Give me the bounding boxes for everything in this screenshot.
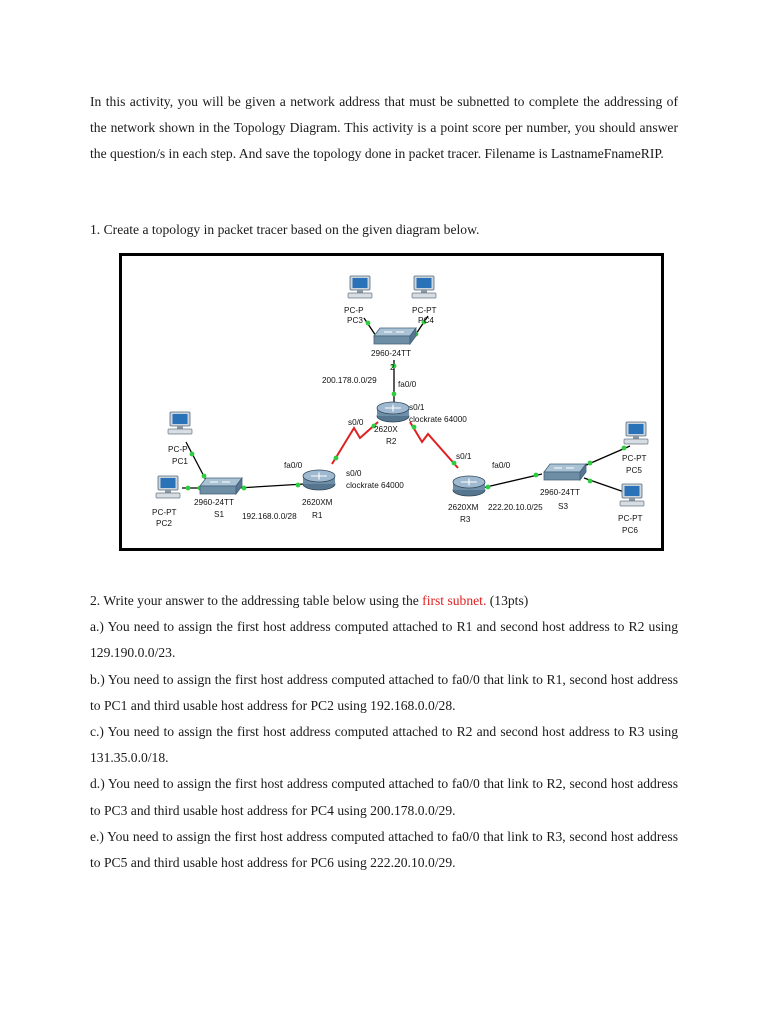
pc4-label: PC4 [418,316,434,325]
serial-link-r2-r3 [410,422,458,468]
switch-top-port-label: 2 [390,363,395,372]
r2-fa-port-label: fa0/0 [398,380,417,389]
net-r3-lan-label: 222.20.10.0/25 [488,503,543,512]
item-b: b.) You need to assign the first host address computed attached to fa0/0 that link to R1, second host address to PC1 and third usable host address for PC2 using 192.168.0.0/28. [90,671,678,713]
r1-router-icon[interactable] [303,470,335,490]
s3-model-label: 2960-24TT [540,488,581,497]
topology-diagram [119,253,664,551]
pc2-label: PC2 [156,519,172,528]
r3-fa-port-label: fa0/0 [492,461,511,470]
pc3-icon[interactable] [348,276,372,298]
pc3-label: PC3 [347,316,363,325]
step-2-suffix: (13pts) [486,593,529,608]
r1-model-label: 2620XM [302,498,333,507]
r2-s0-0-label: s0/0 [348,418,364,427]
net-r1-lan-label: 192.168.0.0/28 [242,512,297,521]
pc6-label: PC6 [622,526,638,535]
step-2-section [90,588,678,876]
intro-paragraph: In this activity, you will be given a network address that must be subnetted to complete the addressing of the network shown in the Topology Diagram. This activity is a point score per number, you should answer the question/s in each step. And save the topology done in packet tracer. Filename is LastnameFnameRIP. [90,94,678,162]
r2-model-label: 2620X [374,425,398,434]
step-1-instruction: 1. Create a topology in packet tracer based on the given diagram below. [90,222,480,237]
pc5-type-label: PC-PT [622,454,647,463]
item-d: d.) You need to assign the first host address computed attached to fa0/0 that link to R2, second host address to PC3 and third usable host address for PC4 using 200.178.0.0/29. [90,776,678,818]
pc4-type-label: PC-PT [412,306,437,315]
r3-model-label: 2620XM [448,503,479,512]
switch-top-model-label: 2960-24TT [371,349,412,358]
r3-s0-1-label: s0/1 [456,452,472,461]
pc6-icon[interactable] [620,484,644,506]
r3-name-label: R3 [460,515,471,524]
r3-router-icon[interactable] [453,476,485,496]
item-c: c.) You need to assign the first host address computed attached to R2 and second host address to R3 using 131.35.0.0/18. [90,724,678,766]
step-2-prefix: 2. Write your answer to the addressing table below using the [90,593,423,608]
step-2-instruction [90,588,678,614]
r2-clockrate-label: clockrate 64000 [409,415,467,424]
s3-switch-icon[interactable] [544,464,586,480]
switch-top-icon[interactable] [374,328,416,344]
pc4-icon[interactable] [412,276,436,298]
pc5-label: PC5 [626,466,642,475]
r1-s0-0-label: s0/0 [346,469,362,478]
item-e: e.) You need to assign the first host address computed attached to fa0/0 that link to R3, second host address to PC5 and third usable host address for PC6 using 222.20.10.0/29. [90,828,678,871]
topology-svg [122,256,661,548]
r1-fa-port-label: fa0/0 [284,461,303,470]
link-s1-r1 [238,484,304,488]
s1-model-label: 2960-24TT [194,498,235,507]
r1-name-label: R1 [312,511,323,520]
s1-switch-icon[interactable] [200,478,242,494]
pc2-type-label: PC-PT [152,508,177,517]
link-r3-s3 [482,474,542,488]
s1-name-label: S1 [214,510,225,519]
pc1-icon[interactable] [168,412,192,434]
pc3-type-label: PC-P [344,306,364,315]
step-2-highlight: first subnet. [422,593,487,608]
pc6-type-label: PC-PT [618,514,643,523]
pc1-label: PC1 [172,457,188,466]
pc1-type-label: PC-P [168,445,188,454]
r2-router-icon[interactable] [377,402,409,422]
r1-clockrate-label: clockrate 64000 [346,481,404,490]
serial-link-r1-r2 [332,422,378,464]
r2-s0-1-label: s0/1 [409,403,425,412]
s3-name-label: S3 [558,502,569,511]
r2-name-label: R2 [386,437,397,446]
net-r2-lan-label: 200.178.0.0/29 [322,376,377,385]
pc5-icon[interactable] [624,422,648,444]
item-a: a.) You need to assign the first host address computed attached to R1 and second host address to R2 using 129.190.0.0/23. [90,619,678,661]
pc2-icon[interactable] [156,476,180,498]
